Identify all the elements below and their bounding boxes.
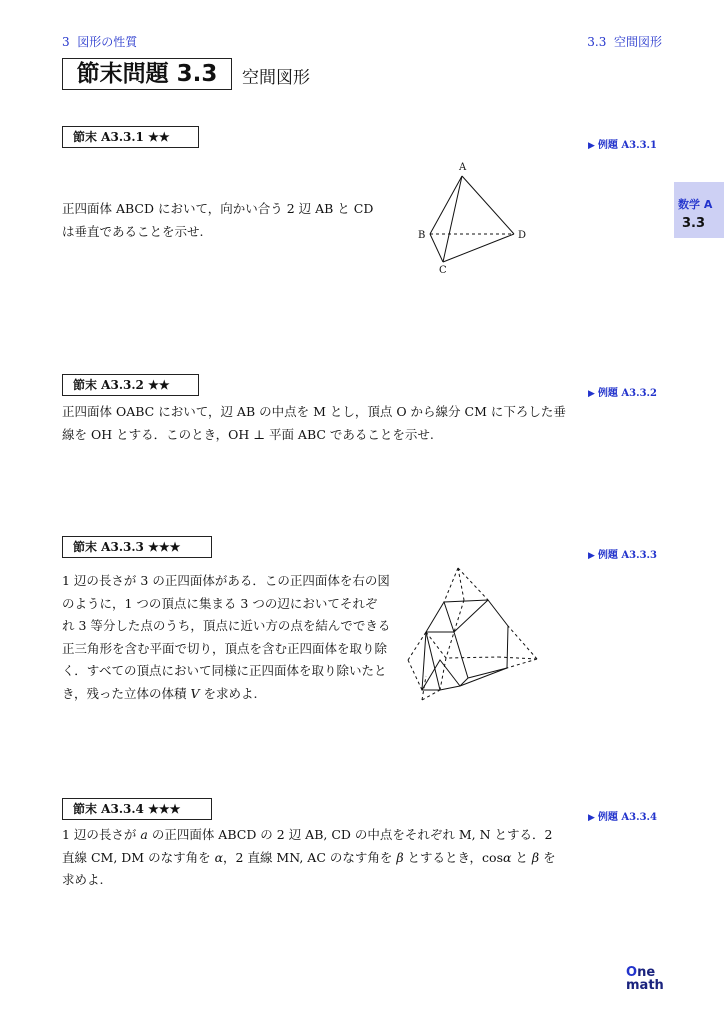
example-ref-text: 例題 A3.3.4 xyxy=(597,812,657,823)
problem-line: 線を OH とする．このとき，OH ⊥ 平面 ABC であることを示せ. xyxy=(62,426,434,442)
example-ref-4[interactable] xyxy=(588,808,657,823)
problem-text-1 xyxy=(62,198,373,243)
header-subsection xyxy=(587,33,662,50)
line-text: を xyxy=(539,849,556,865)
header-chapter-num: 3 xyxy=(62,35,70,49)
beta-variable: β xyxy=(396,849,404,865)
problem-line: れ 3 等分した点のうち，頂点に近い方の点を結んでできる xyxy=(62,618,391,633)
problem-line: く．すべての頂点において同様に正四面体を取り除いたと xyxy=(62,663,387,678)
truncated-tetrahedron-figure xyxy=(400,560,545,708)
triangle-right-icon: ▶ xyxy=(588,813,595,823)
logo-o: O xyxy=(626,965,638,980)
page-subtitle: 空間図形 xyxy=(242,68,310,88)
logo-line-2: math xyxy=(626,978,664,993)
problem-line xyxy=(62,824,556,847)
problem-line: 正四面体 OABC において，辺 AB の中点を M とし，頂点 O から線分 CM に下ろした垂 xyxy=(62,404,566,419)
vertex-label-a: A xyxy=(459,162,467,173)
example-ref-text: 例題 A3.3.3 xyxy=(597,550,657,561)
line-text: を求めよ. xyxy=(199,685,258,701)
problem-line: 1 辺の長さが 3 の正四面体がある．この正四面体を右の図 xyxy=(62,573,390,588)
example-ref-text: 例題 A3.3.2 xyxy=(597,388,657,399)
side-tab-subject: 数学 A xyxy=(678,198,713,211)
edge-ab xyxy=(430,176,462,234)
side-tab-section: 3.3 xyxy=(682,216,706,231)
side-tab[interactable] xyxy=(674,182,724,238)
vertex-label-c: C xyxy=(439,265,447,276)
header-chapter-title: 図形の性質 xyxy=(77,35,138,49)
problem-line: のように，1 つの頂点に集まる 3 つの辺においてそれぞ xyxy=(62,595,378,611)
edge-ac xyxy=(443,176,462,262)
example-ref-text: 例題 A3.3.1 xyxy=(597,140,657,151)
triangle-right-icon: ▶ xyxy=(588,551,595,561)
example-ref-1[interactable] xyxy=(588,136,657,151)
vertex-label-d: D xyxy=(518,230,527,241)
tetrahedron-figure xyxy=(410,158,535,284)
problem-text-3 xyxy=(62,570,390,705)
onemath-logo xyxy=(626,966,664,992)
problem-label-1: 節末 A3.3.1 ★★ xyxy=(62,126,199,148)
alpha-variable: α xyxy=(503,849,512,865)
problem-label-2: 節末 A3.3.2 ★★ xyxy=(62,374,199,396)
problem-label-4: 節末 A3.3.4 ★★★ xyxy=(62,798,212,820)
beta-variable: β xyxy=(531,849,540,865)
logo-ne: ne xyxy=(637,965,656,980)
vertex-label-b: B xyxy=(418,230,426,241)
problem-line xyxy=(62,683,390,706)
header-section-title: 空間図形 xyxy=(613,35,662,49)
page-title: 節末問題 3.3 xyxy=(62,58,232,90)
line-text: 1 辺の長さが xyxy=(62,827,141,842)
problem-line: 正三角形を含む平面で切り，頂点を含む正四面体を取り除 xyxy=(62,640,388,656)
line-text: とするとき，cos xyxy=(403,849,503,865)
problem-line: 求めよ. xyxy=(62,872,104,887)
volume-variable: V xyxy=(190,685,200,701)
problem-line: 正四面体 ABCD において，向かい合う 2 辺 AB と CD xyxy=(62,201,374,216)
edge-bc xyxy=(430,234,443,262)
edge-ad xyxy=(462,176,514,234)
length-variable: a xyxy=(140,827,148,842)
line-text: き，残った立体の体積 xyxy=(62,685,191,701)
line-text: ，2 直線 MN, AC のなす角を xyxy=(223,849,397,865)
triangle-right-icon: ▶ xyxy=(588,389,595,399)
problem-text-2 xyxy=(62,401,566,446)
line-text: 直線 CM, DM のなす角を xyxy=(62,849,215,865)
edge-cd xyxy=(443,234,514,262)
example-ref-3[interactable] xyxy=(588,546,657,561)
line-text: の正四面体 ABCD の 2 辺 AB, CD の中点をそれぞれ M, N とする．2 xyxy=(147,827,553,842)
problem-text-4 xyxy=(62,824,556,892)
header-section-num: 3.3 xyxy=(587,35,607,49)
example-ref-2[interactable] xyxy=(588,384,657,399)
problem-label-3: 節末 A3.3.3 ★★★ xyxy=(62,536,212,558)
line-text: と xyxy=(511,849,532,865)
problem-line xyxy=(62,847,556,870)
header-section xyxy=(62,33,137,50)
problem-line: は垂直であることを示せ. xyxy=(62,223,204,239)
triangle-right-icon: ▶ xyxy=(588,141,595,151)
alpha-variable: α xyxy=(214,849,224,865)
